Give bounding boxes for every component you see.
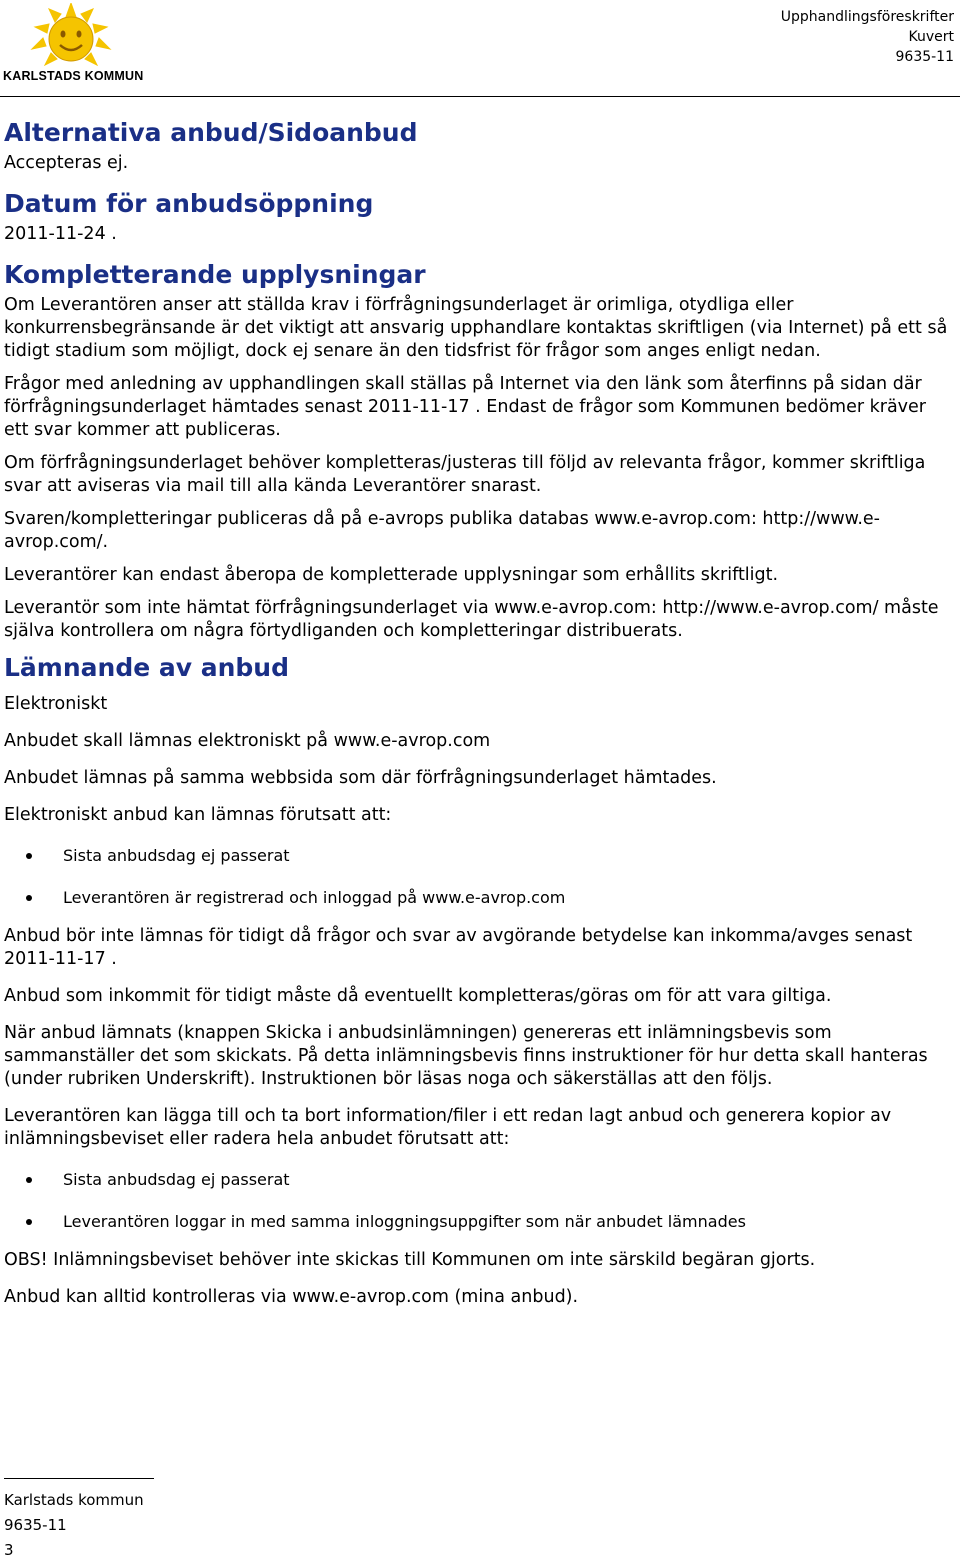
heading-alternatives: Alternativa anbud/Sidoanbud (4, 118, 418, 147)
info-paragraph-5: Leverantörer kan endast åberopa de kompletterade upplysningar som erhållits skriftligt. (4, 565, 779, 585)
document-type: Upphandlingsföreskrifter (780, 9, 954, 25)
document-subtype: Kuvert (908, 29, 954, 45)
submission-paragraph-9: OBS! Inlämningsbeviset behöver inte skickas till Kommunen om inte särskild begäran gjorts. (4, 1250, 816, 1270)
info-paragraph-3: Om förfrågningsunderlaget behöver kompletteras/justeras till följd av relevanta frågor, kommer skriftliga svar att aviseras via mail till alla kända Leverantörer snarast. (4, 453, 926, 496)
page-footer (4, 1488, 144, 1563)
list-item: Sista anbudsdag ej passerat (4, 1168, 952, 1191)
header-divider (0, 96, 960, 97)
document-body (4, 114, 952, 1309)
list-item: Leverantören är registrerad och inloggad på www.e-avrop.com (4, 886, 952, 909)
submission-paragraph-4: Elektroniskt anbud kan lämnas förutsatt att: (4, 805, 392, 825)
heading-submission: Lämnande av anbud (4, 653, 289, 682)
submission-paragraph-7: När anbud lämnats (knappen Skicka i anbudsinlämningen) genereras ett inlämningsbevis som sammanställer det som skickats. På detta inlämningsbevis finns instruktioner för hur detta skall hanteras (under rubriken Underskrift). Instruktionen bör läsas noga och säkerställas att den följs. (4, 1023, 928, 1089)
info-paragraph-1: Om Leverantören anser att ställda krav i förfrågningsunderlaget är orimliga, otydliga eller konkurrensbegränsande är det viktigt att ansvarig upphandlare kontaktas skriftligen (via Internet) på ett så tidigt stadium som möjligt, dock ej senare än den tidsfrist för frågor som anges enligt nedan. (4, 295, 948, 361)
submission-paragraph-5: Anbud bör inte lämnas för tidigt då frågor och svar av avgörande betydelse kan inkomma/avges senast 2011-11-17 . (4, 926, 913, 969)
document-number: 9635-11 (895, 49, 954, 65)
submission-paragraph-6: Anbud som inkommit för tidigt måste då eventuellt kompletteras/göras om för att vara giltiga. (4, 986, 832, 1006)
list-item: Leverantören loggar in med samma inloggningsuppgifter som när anbudet lämnades (4, 1210, 952, 1233)
footer-document-number: 9635-11 (4, 1516, 67, 1534)
document-info (781, 7, 954, 67)
footer-divider (4, 1478, 154, 1479)
info-paragraph-4: Svaren/kompletteringar publiceras då på e-avrops publika databas www.e-avrop.com: http://www.e-avrop.com/. (4, 509, 880, 552)
submission-paragraph-10: Anbud kan alltid kontrolleras via www.e-avrop.com (mina anbud). (4, 1287, 579, 1307)
alternatives-text: Accepteras ej. (4, 153, 129, 173)
karlstad-logo (3, 3, 153, 85)
submission-paragraph-3: Anbudet lämnas på samma webbsida som där förfrågningsunderlaget hämtades. (4, 768, 717, 788)
submission-method: Elektroniskt (4, 694, 108, 714)
page-header (0, 0, 960, 100)
info-paragraph-2: Frågor med anledning av upphandlingen skall ställas på Internet via den länk som återfinns på sidan där förfrågningsunderlaget hämtades senast 2011-11-17 . Endast de frågor som Kommunen bedömer kräver ett svar kommer att publiceras. (4, 374, 926, 440)
footer-organization: Karlstads kommun (4, 1491, 144, 1509)
conditions-list-2 (4, 1168, 952, 1233)
heading-opening-date: Datum för anbudsöppning (4, 189, 374, 218)
conditions-list-1 (4, 844, 952, 909)
info-paragraph-6: Leverantör som inte hämtat förfrågningsunderlaget via www.e-avrop.com: http://www.e-avrop.com/ måste själva kontrollera om några förtydliganden och kompletteringar distribuerats. (4, 598, 939, 641)
opening-date-text: 2011-11-24 . (4, 224, 117, 244)
submission-paragraph-2: Anbudet skall lämnas elektroniskt på www.e-avrop.com (4, 731, 491, 751)
logo-text: KARLSTADS KOMMUN (3, 69, 144, 83)
page-number: 3 (4, 1541, 14, 1559)
submission-paragraph-8: Leverantören kan lägga till och ta bort information/filer i ett redan lagt anbud och generera kopior av inlämningsbeviset eller radera hela anbudet förutsatt att: (4, 1106, 892, 1149)
heading-supplementary-info: Kompletterande upplysningar (4, 260, 426, 289)
sun-logo-icon (25, 3, 117, 69)
list-item: Sista anbudsdag ej passerat (4, 844, 952, 867)
